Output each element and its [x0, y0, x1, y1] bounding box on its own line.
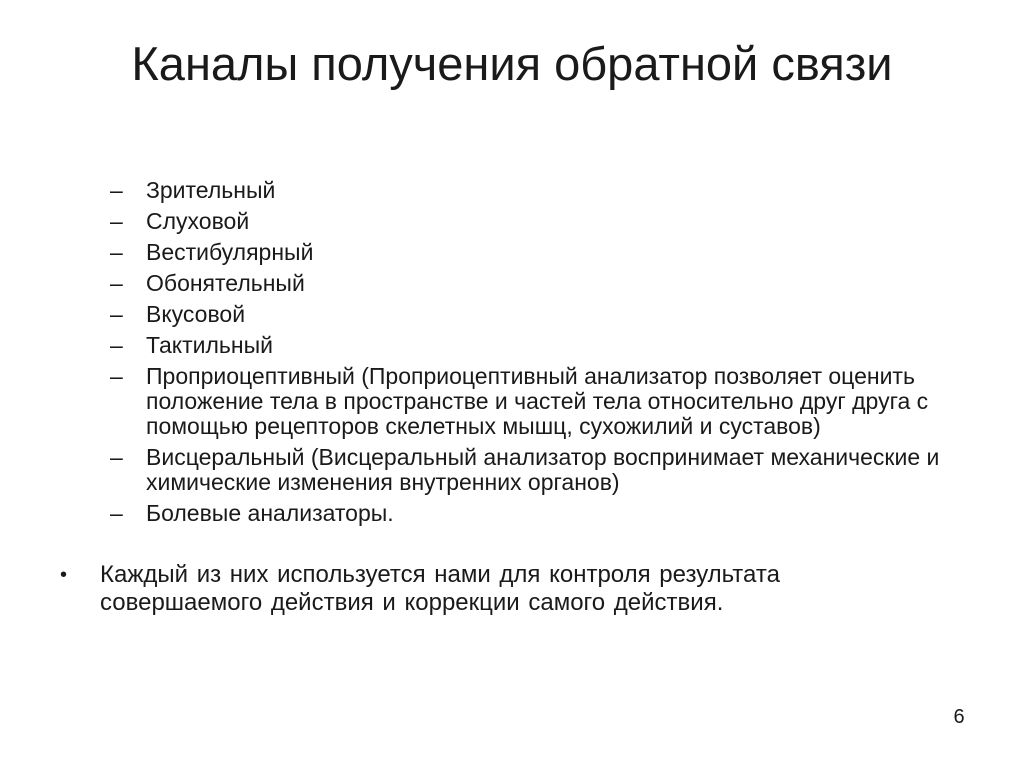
list-item-text: Болевые анализаторы. [146, 500, 394, 526]
list-item [110, 240, 970, 265]
dash-marker: – [110, 301, 123, 327]
dash-marker: – [110, 363, 123, 389]
channel-list [110, 178, 970, 532]
list-item-text: Проприоцептивный (Проприоцептивный анализатор позволяет оценить положение тела в пространстве и частей тела относительно друг друга с помощью рецепторов скелетных мышц, сухожилий и суставов) [146, 363, 929, 439]
dash-marker: – [110, 177, 123, 203]
list-item [110, 333, 970, 358]
list-item-text: Обонятельный [146, 270, 305, 296]
page-number: 6 [953, 706, 965, 728]
list-item [110, 364, 970, 439]
list-item [110, 209, 970, 234]
bullet-marker: • [60, 564, 68, 586]
dash-marker: – [110, 239, 123, 265]
slide-title: Каналы получения обратной связи [131, 37, 893, 90]
summary-item [58, 561, 938, 617]
dash-marker: – [110, 332, 123, 358]
list-item-text: Тактильный [146, 332, 273, 358]
summary-list [58, 561, 938, 617]
list-item-text: Вестибулярный [146, 239, 314, 265]
list-item [110, 271, 970, 296]
list-item-text: Слуховой [146, 208, 250, 234]
list-item [110, 501, 970, 526]
summary-item-text: Каждый из них используется нами для контроля результата совершаемого действия и коррекции самого действия. [100, 561, 780, 616]
list-item [110, 445, 970, 495]
dash-marker: – [110, 208, 123, 234]
list-item-text: Вкусовой [146, 301, 246, 327]
dash-marker: – [110, 500, 123, 526]
dash-marker: – [110, 444, 123, 470]
list-item-text: Зрительный [146, 177, 276, 203]
list-item [110, 178, 970, 203]
list-item [110, 302, 970, 327]
list-item-text: Висцеральный (Висцеральный анализатор воспринимает механические и химические изменения внутренних органов) [146, 444, 940, 495]
dash-marker: – [110, 270, 123, 296]
